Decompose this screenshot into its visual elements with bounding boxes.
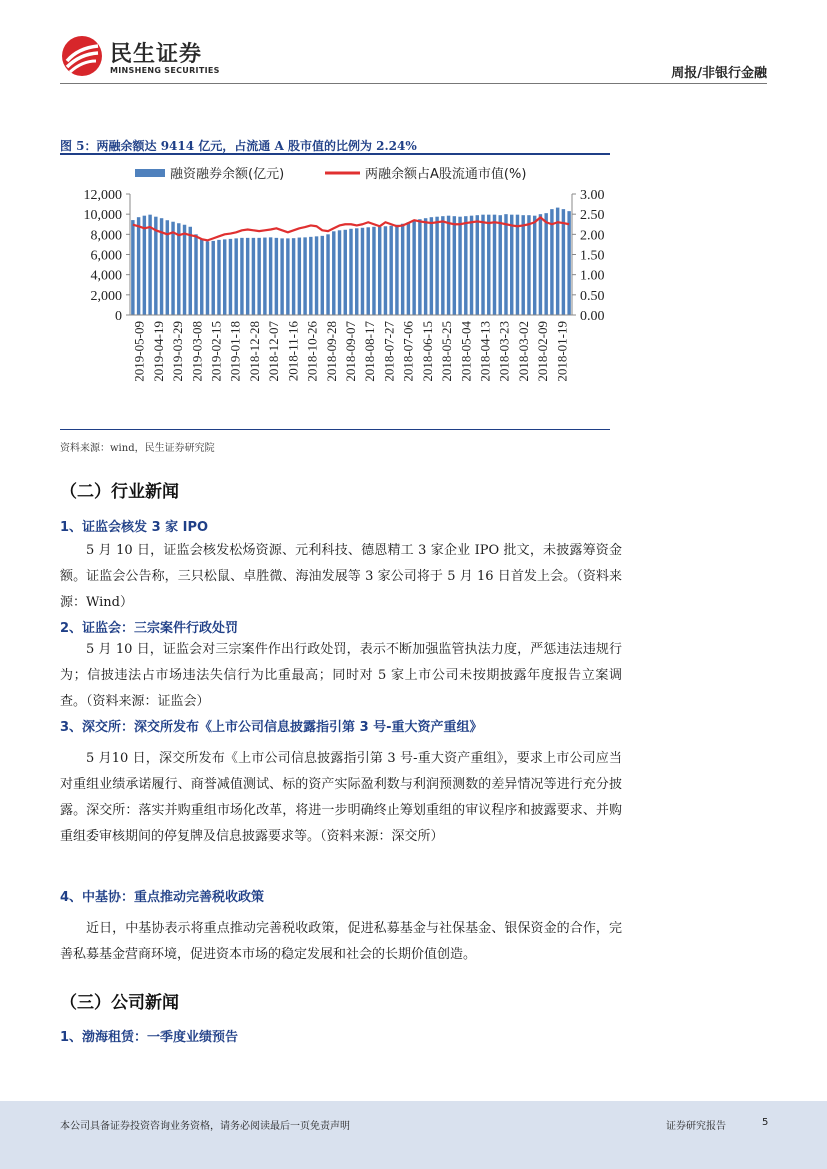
x-tick-label: 2018-03-02 (515, 321, 531, 382)
chart-bar (458, 217, 461, 315)
chart-bar (309, 237, 312, 315)
chart-bar (361, 228, 364, 315)
margin-balance-chart (60, 158, 620, 430)
chart-bar (470, 216, 473, 315)
y-tick-label-left: 8,000 (90, 228, 122, 244)
x-tick-label: 2018-12-28 (246, 320, 262, 382)
y-tick-label-right: 0.00 (580, 309, 605, 324)
brand-name-en: MINSHENG SECURITIES (110, 66, 220, 75)
news-body: 近日，中基协表示将重点推动完善税收政策，促进私募基金与社保基金、银保资金的合作，完善私募基金营商环境，促进资本市场的稳定发展和社会的长期价值创造。 (60, 921, 622, 962)
x-tick-label: 2018-08-17 (362, 321, 378, 382)
x-tick-label: 2018-06-15 (419, 321, 435, 382)
x-tick-label: 2018-07-27 (381, 320, 397, 382)
chart-bar (332, 231, 335, 315)
chart-bar (171, 222, 174, 315)
chart-bar (189, 227, 192, 315)
page-footer (0, 1101, 827, 1169)
chart-bar (401, 224, 404, 315)
footer-disclaimer: 本公司具备证券投资咨询业务资格，请务必阅读最后一页免责声明 (60, 1121, 350, 1132)
chart-bar (562, 209, 565, 315)
chart-bar (344, 230, 347, 315)
x-tick-label: 2018-09-07 (343, 321, 358, 382)
figure-title: 图 5：两融余额达 9414 亿元，占流通 A 股市值的比例为 2.24% (60, 139, 417, 153)
chart-bar (223, 239, 226, 315)
chart-bar (177, 223, 180, 315)
report-type: 周报/非银行金融 (671, 66, 767, 81)
chart-bar (372, 227, 375, 315)
chart-bar (527, 215, 530, 315)
news-title: 2、证监会：三宗案件行政处罚 (60, 621, 239, 636)
chart-bar (234, 238, 237, 315)
x-tick-label: 2019-04-19 (150, 321, 166, 382)
x-tick-label: 2018-07-06 (400, 320, 416, 382)
chart-bar (464, 216, 467, 315)
figure-source: 资料来源：wind，民生证券研究院 (60, 443, 215, 454)
header-divider (60, 83, 767, 84)
news-body: 5 月10 日，深交所发布《上市公司信息披露指引第 3 号-重大资产重组》，要求上市公司应当对重组业绩承诺履行、商誉减值测试、标的资产实际盈利数与利润预测数的差异情况等进行充分披露。深交所：落实并购重组市场化改革，将进一步明确终止筹划重组的审议程序和披露要求、并购重组委审核期间的停复牌及信息披露要求等。（资料来源：深交所） (60, 751, 622, 844)
chart-bar (349, 229, 352, 315)
chart-bar (389, 226, 392, 315)
x-tick-label: 2018-09-28 (323, 320, 339, 382)
chart-bar (143, 216, 146, 315)
legend-label: 两融余额占A股流通市值(%) (365, 167, 527, 182)
chart-bar (298, 238, 301, 315)
x-tick-label: 2019-05-09 (131, 321, 147, 382)
y-tick-label-left: 6,000 (90, 248, 122, 264)
brand-name-cn: 民生证券 (110, 42, 203, 67)
chart-bar (453, 216, 456, 315)
x-tick-label: 2018-05-25 (439, 321, 455, 382)
x-tick-label: 2018-02-09 (535, 320, 551, 382)
page-header (0, 0, 827, 92)
chart-bar (493, 215, 496, 315)
x-tick-label: 2018-03-23 (496, 321, 512, 382)
footer-report-label: 证券研究报告 (666, 1121, 726, 1132)
news-title: 3、深交所：深交所发布《上市公司信息披露指引第 3 号-重大资产重组》 (60, 720, 483, 735)
y-tick-label-right: 1.50 (580, 248, 605, 264)
figure-rule-top (60, 153, 610, 155)
chart-bar (407, 222, 410, 315)
chart-bar (499, 215, 502, 315)
chart-bar (516, 215, 519, 315)
chart-bar (240, 238, 243, 315)
chart-bar (194, 234, 197, 315)
chart-bar (212, 241, 215, 315)
chart-bar (275, 238, 278, 315)
chart-bar (395, 225, 398, 315)
chart-bar (430, 217, 433, 315)
x-tick-label: 2018-12-07 (266, 320, 282, 382)
x-tick-label: 2018-01-19 (554, 320, 570, 382)
y-tick-label-right: 2.50 (580, 208, 605, 224)
x-tick-label: 2019-03-29 (170, 320, 186, 382)
chart-bar (567, 211, 570, 315)
chart-bar (326, 234, 329, 315)
section-title: （二）行业新闻 (60, 482, 179, 502)
chart-bar (539, 214, 542, 315)
chart-bar (487, 215, 490, 315)
chart-bar (229, 239, 232, 315)
chart-bar (148, 215, 151, 315)
chart-bar (131, 220, 134, 315)
chart-bar (533, 216, 536, 315)
chart-bar (521, 215, 524, 315)
y-tick-label-right: 0.50 (580, 288, 605, 304)
chart-bar (504, 214, 507, 315)
chart-bar (303, 237, 306, 315)
chart-bar (246, 238, 249, 315)
chart-bar (137, 217, 140, 315)
chart-bar (263, 238, 266, 315)
chart-bar (206, 241, 209, 315)
chart-bar (481, 215, 484, 315)
chart-bar (378, 227, 381, 315)
x-tick-label: 2018-11-16 (285, 321, 301, 382)
chart-bar (200, 239, 203, 315)
section-title: （三）公司新闻 (60, 993, 179, 1013)
y-tick-label-left: 0 (115, 309, 122, 324)
chart-bar (510, 215, 513, 315)
x-tick-label: 2019-01-18 (227, 321, 243, 382)
chart-bar (217, 240, 220, 315)
chart-bar (257, 238, 260, 315)
y-tick-label-left: 4,000 (90, 268, 122, 284)
chart-bar (367, 227, 370, 315)
chart-bar (447, 216, 450, 315)
chart-bar (418, 219, 421, 315)
chart-bar (412, 221, 415, 315)
chart-bar (315, 236, 318, 315)
chart-bar (355, 228, 358, 315)
y-tick-label-left: 10,000 (83, 208, 122, 224)
chart-bar (476, 215, 479, 315)
brand-logo (60, 34, 230, 84)
chart-bar (338, 230, 341, 315)
news-title: 4、中基协：重点推动完善税收政策 (60, 890, 265, 905)
y-tick-label-left: 2,000 (90, 288, 122, 304)
y-tick-label-right: 2.00 (580, 228, 605, 244)
news-body: 5 月 10 日，证监会对三宗案件作出行政处罚，表示不断加强监管执法力度，严惩违法违规行为；信披违法占市场违法失信行为比重最高；同时对 5 家上市公司未按期披露年度报告立案调查。（资料来源：证监会） (60, 642, 622, 709)
y-tick-label-left: 12,000 (83, 188, 122, 203)
brand-logo-icon (60, 34, 104, 78)
legend-swatch-bar (135, 169, 165, 177)
x-tick-label: 2018-10-26 (304, 321, 320, 382)
page-number: 5 (762, 1117, 769, 1128)
legend-label: 融资融券余额(亿元) (170, 167, 285, 182)
chart-bar (183, 225, 186, 315)
x-tick-label: 2019-02-15 (208, 321, 224, 382)
chart-bar (286, 238, 289, 315)
chart-bar (280, 238, 283, 315)
y-tick-label-right: 1.00 (580, 268, 605, 284)
x-tick-label: 2018-05-04 (458, 320, 474, 382)
chart-bar (269, 237, 272, 315)
chart-bar (321, 236, 324, 315)
chart-bar (252, 238, 255, 315)
x-tick-label: 2019-03-08 (189, 320, 205, 382)
chart-bar (544, 213, 547, 315)
chart-bar (384, 226, 387, 315)
chart-bar (435, 217, 438, 315)
chart-bar (292, 238, 295, 315)
news-body: 5 月 10 日，证监会核发松炀资源、元利科技、德恩精工 3 家企业 IPO 批文，未披露筹资金额。证监会公告称，三只松鼠、卓胜微、海油发展等 3 家公司将于 5 月 16 日首发上会。（资料来源：Wind） (60, 543, 622, 610)
news-title: 1、渤海租赁：一季度业绩预告 (60, 1030, 239, 1045)
chart-bar (441, 216, 444, 315)
news-title: 1、证监会核发 3 家 IPO (60, 520, 209, 535)
chart-bar (424, 218, 427, 315)
x-tick-label: 2018-04-13 (477, 320, 493, 382)
figure-rule-bottom (60, 429, 610, 430)
y-tick-label-right: 3.00 (580, 188, 605, 203)
